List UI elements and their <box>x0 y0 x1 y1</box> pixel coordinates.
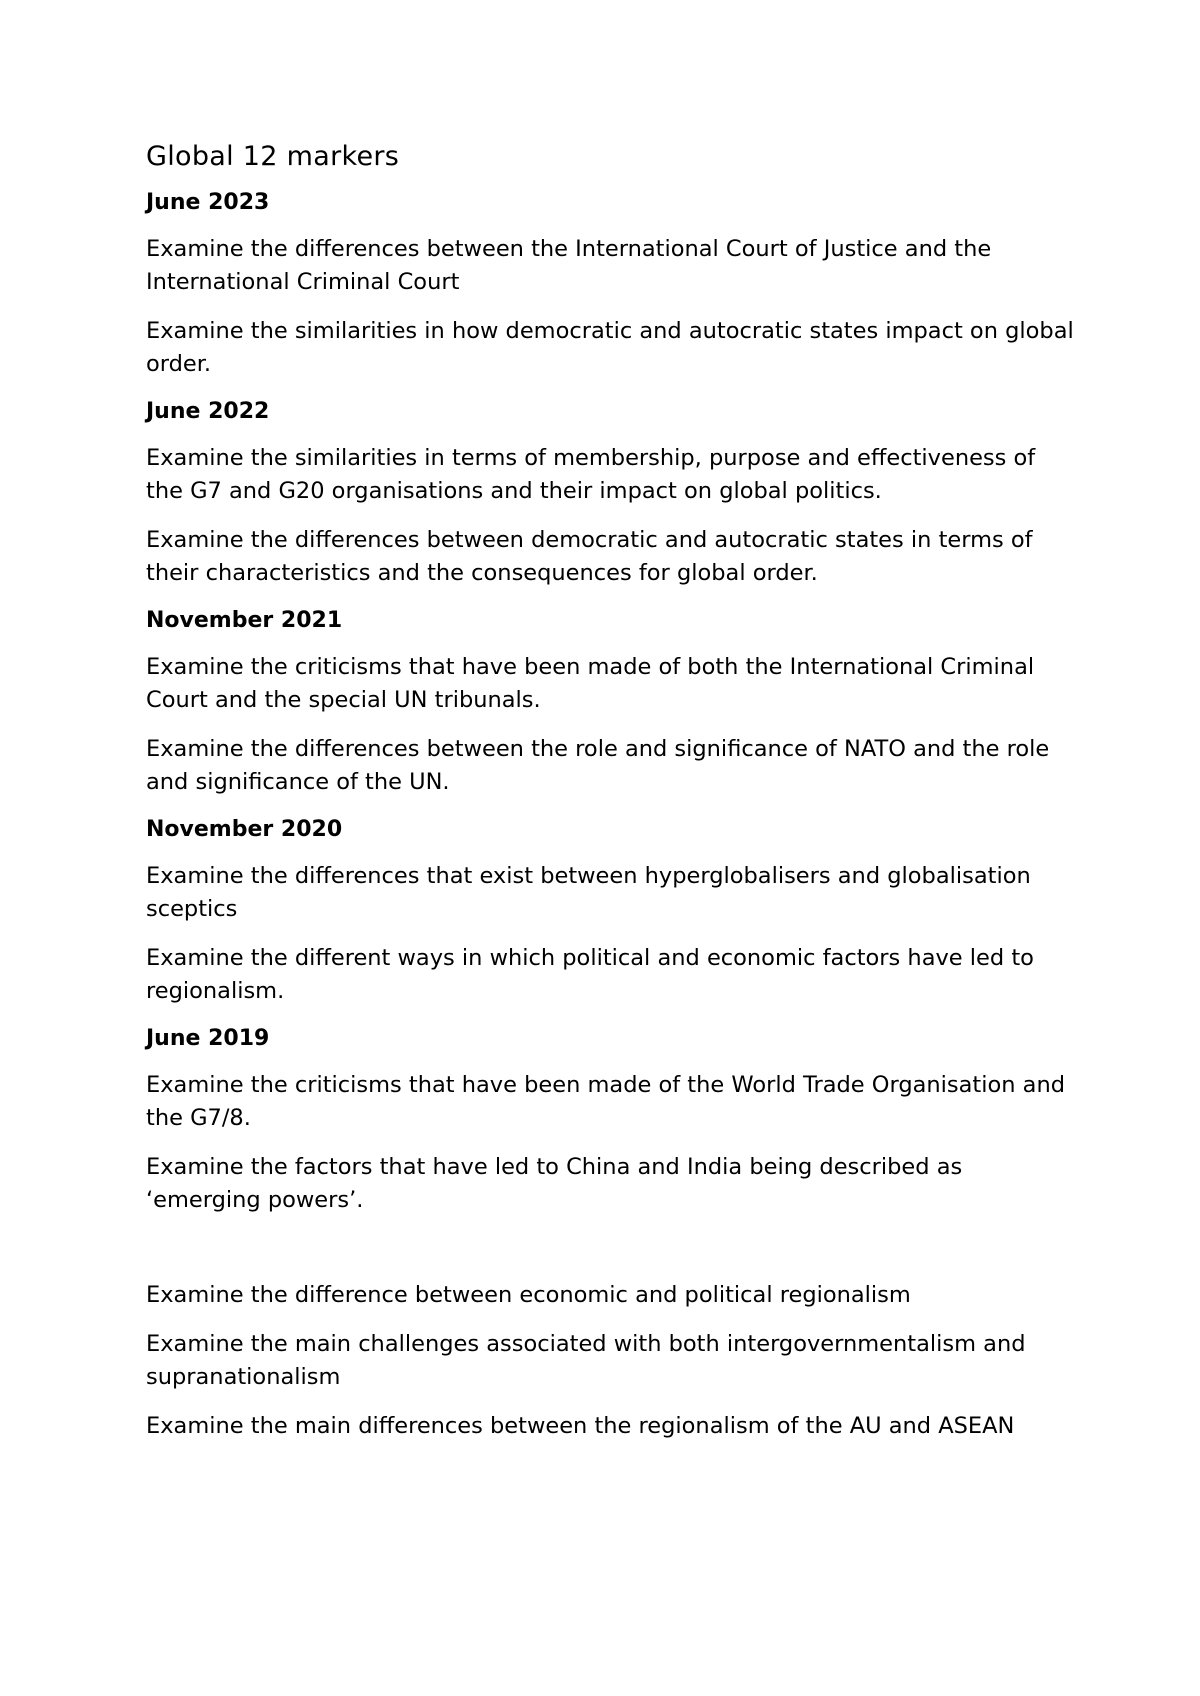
question-text: Examine the similarities in how democratic and autocratic states impact on global order. <box>146 318 1074 377</box>
question-text: Examine the criticisms that have been made of both the International Criminal Court and the special UN tribunals. <box>146 654 1035 713</box>
section-june-2022 <box>146 397 1076 590</box>
extra-questions <box>146 1279 1076 1443</box>
question-text: Examine the criticisms that have been made of the World Trade Organisation and the G7/8. <box>146 1072 1066 1131</box>
document-title: Global 12 markers <box>146 141 400 172</box>
question-text: Examine the main challenges associated with both intergovernmentalism and supranationalism <box>146 1331 1026 1390</box>
question-text: Examine the differences between the role and significance of NATO and the role and significance of the UN. <box>146 736 1050 795</box>
section-november-2021 <box>146 606 1076 799</box>
question-text: Examine the differences between the International Court of Justice and the International Criminal Court <box>146 236 992 295</box>
question-text: Examine the differences that exist between hyperglobalisers and globalisation sceptics <box>146 863 1031 922</box>
section-june-2023 <box>146 188 1076 381</box>
section-june-2019 <box>146 1024 1076 1217</box>
section-heading: November 2020 <box>146 817 343 842</box>
question-text: Examine the factors that have led to China and India being described as ‘emerging powers’. <box>146 1154 963 1213</box>
section-heading: June 2022 <box>146 399 270 424</box>
section-heading: June 2023 <box>146 190 270 215</box>
blank-spacer <box>146 1233 1076 1279</box>
document-page <box>146 140 1076 1459</box>
section-heading: June 2019 <box>146 1026 270 1051</box>
question-text: Examine the differences between democratic and autocratic states in terms of their characteristics and the consequences for global order. <box>146 527 1033 586</box>
section-november-2020 <box>146 815 1076 1008</box>
question-text: Examine the difference between economic and political regionalism <box>146 1282 911 1308</box>
question-text: Examine the similarities in terms of membership, purpose and effectiveness of the G7 and G20 organisations and their impact on global politics. <box>146 445 1036 504</box>
question-text: Examine the different ways in which political and economic factors have led to regionalism. <box>146 945 1034 1004</box>
question-text: Examine the main differences between the regionalism of the AU and ASEAN <box>146 1413 1015 1439</box>
section-heading: November 2021 <box>146 608 343 633</box>
